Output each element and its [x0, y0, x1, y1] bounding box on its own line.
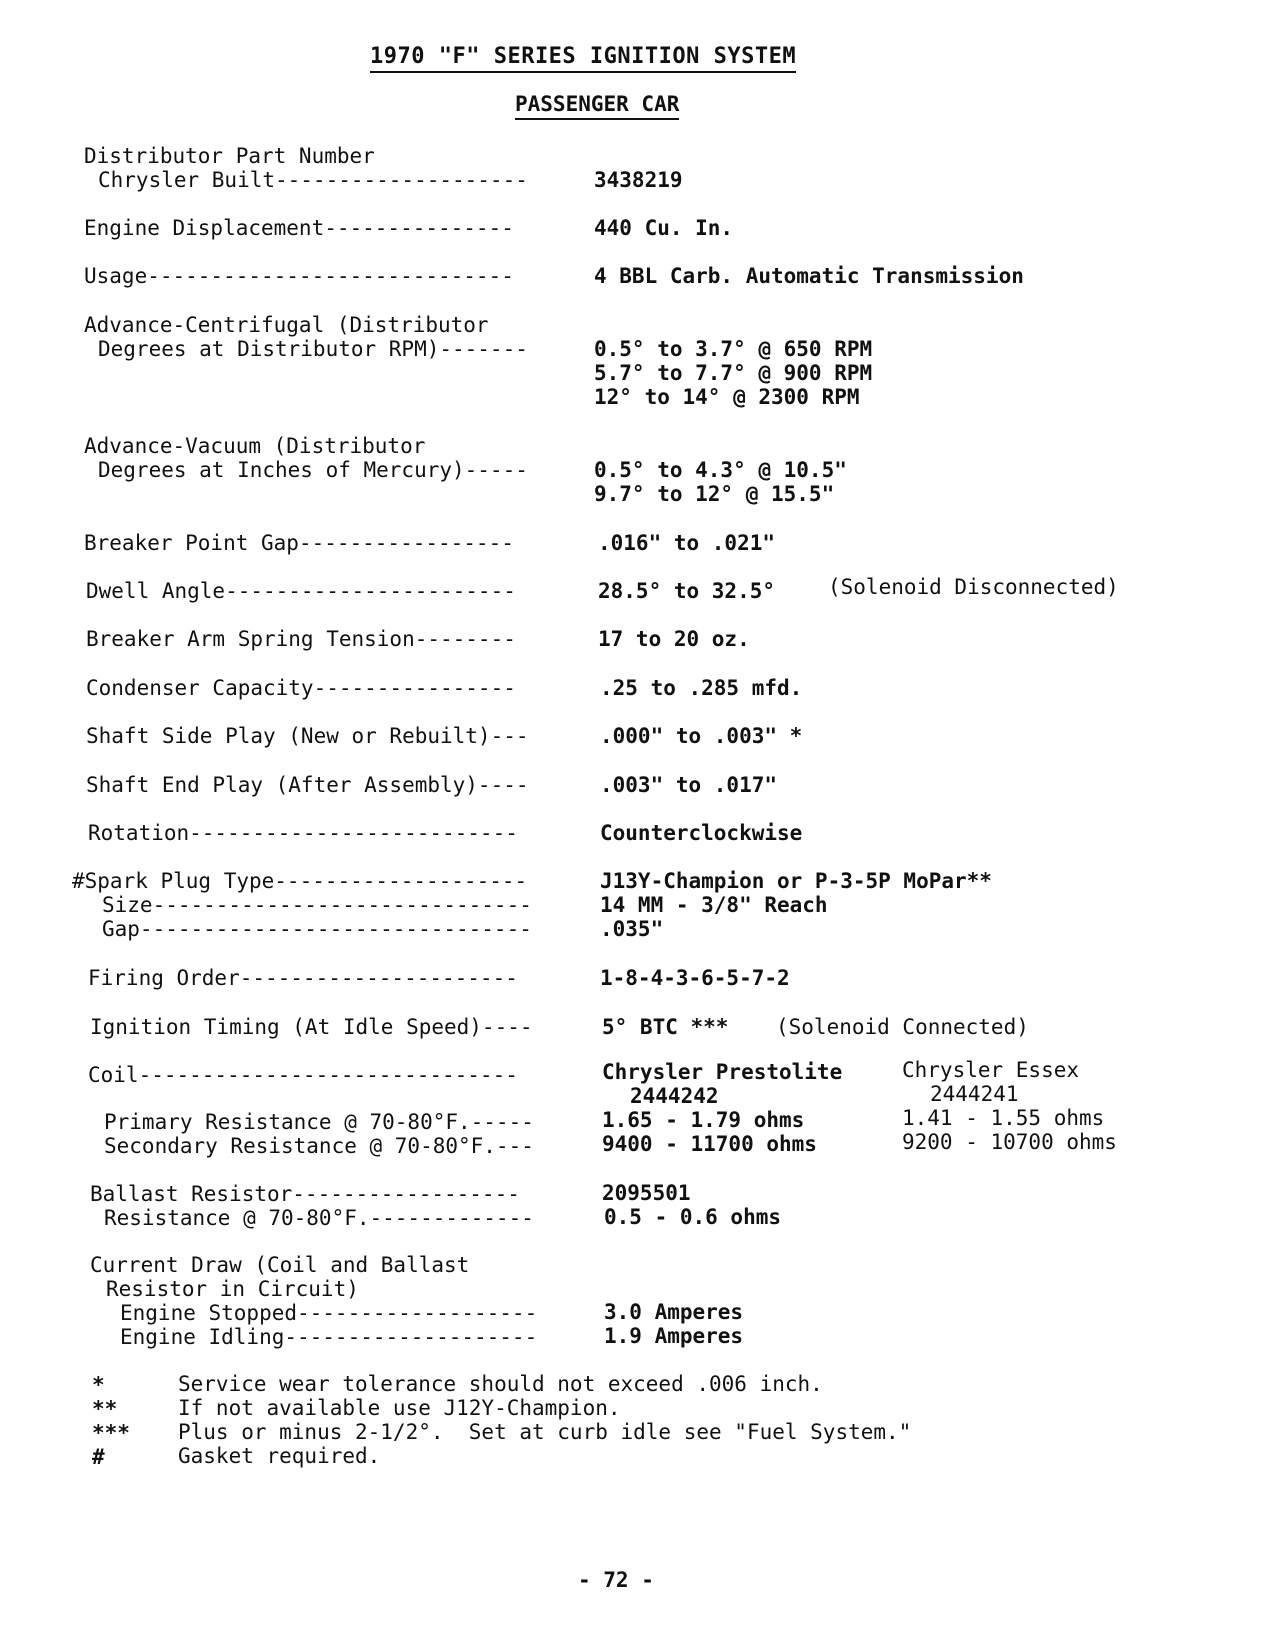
spec-condenser-label: Condenser Capacity----------------: [86, 676, 516, 700]
note-text-4: Gasket required.: [178, 1444, 381, 1468]
page-number: - 72 -: [578, 1568, 654, 1592]
spec-plug-type-value: J13Y-Champion or P-3-5P MoPar**: [600, 869, 992, 893]
note-mark-4: #: [92, 1445, 105, 1469]
spec-firing-label: Firing Order----------------------: [88, 966, 518, 990]
spec-primary-label: Primary Resistance @ 70-80°F.-----: [104, 1110, 534, 1134]
spec-adv-cent-value-3: 12° to 14° @ 2300 RPM: [594, 385, 860, 409]
spec-ballast-label: Ballast Resistor------------------: [90, 1182, 520, 1206]
spec-coil-col2-name: Chrysler Essex: [902, 1058, 1080, 1082]
spec-spring-value: 17 to 20 oz.: [598, 627, 750, 651]
spec-adv-cent-value-2: 5.7° to 7.7° @ 900 RPM: [594, 361, 873, 385]
spec-distributor-heading: Distributor Part Number: [84, 144, 375, 168]
spec-stopped-label: Engine Stopped-------------------: [120, 1301, 538, 1325]
spec-primary-col2: 1.41 - 1.55 ohms: [902, 1106, 1105, 1130]
spec-stopped-value: 3.0 Amperes: [604, 1300, 744, 1324]
note-mark-2: **: [92, 1397, 118, 1421]
note-text-2: If not available use J12Y-Champion.: [178, 1396, 621, 1420]
spec-plug-size-label: Size------------------------------: [102, 893, 532, 917]
spec-plug-gap-value: .035": [600, 917, 664, 941]
spec-secondary-label: Secondary Resistance @ 70-80°F.---: [104, 1134, 534, 1158]
spec-usage-value: 4 BBL Carb. Automatic Transmission: [594, 264, 1024, 288]
spec-dwell-value: 28.5° to 32.5°: [598, 579, 776, 603]
spec-point-gap-label: Breaker Point Gap-----------------: [84, 531, 514, 555]
spec-timing-note: (Solenoid Connected): [776, 1015, 1029, 1039]
spec-rotation-label: Rotation--------------------------: [88, 821, 518, 845]
spec-usage-label: Usage-----------------------------: [84, 264, 514, 288]
spec-end-play-label: Shaft End Play (After Assembly)----: [86, 773, 529, 797]
spec-current-heading-2: Resistor in Circuit): [106, 1277, 359, 1301]
note-mark-1: *: [92, 1373, 105, 1397]
spec-plug-size-value: 14 MM - 3/8" Reach: [600, 893, 828, 917]
spec-plug-type-label: #Spark Plug Type--------------------: [72, 869, 528, 893]
spec-adv-vac-value-2: 9.7° to 12° @ 15.5": [594, 482, 835, 506]
note-text-3: Plus or minus 2-1/2°. Set at curb idle see "Fuel System.": [178, 1420, 912, 1444]
spec-plug-gap-label: Gap-------------------------------: [102, 917, 532, 941]
spec-distributor-label: Chrysler Built--------------------: [98, 168, 528, 192]
spec-firing-value: 1-8-4-3-6-5-7-2: [600, 966, 790, 990]
spec-side-play-label: Shaft Side Play (New or Rebuilt)---: [86, 724, 529, 748]
spec-rotation-value: Counterclockwise: [600, 821, 803, 845]
spec-spring-label: Breaker Arm Spring Tension--------: [86, 627, 516, 651]
spec-current-heading-1: Current Draw (Coil and Ballast: [90, 1253, 470, 1277]
spec-distributor-value: 3438219: [594, 168, 683, 192]
spec-secondary-col1: 9400 - 11700 ohms: [602, 1132, 817, 1156]
spec-side-play-value: .000" to .003" *: [600, 724, 803, 748]
spec-dwell-note: (Solenoid Disconnected): [828, 575, 1119, 599]
spec-displacement-value: 440 Cu. In.: [594, 216, 734, 240]
page-title: 1970 "F" SERIES IGNITION SYSTEM: [370, 44, 796, 73]
spec-coil-label: Coil------------------------------: [88, 1063, 518, 1087]
note-text-1: Service wear tolerance should not exceed .006 inch.: [178, 1372, 823, 1396]
spec-adv-cent-value-1: 0.5° to 3.7° @ 650 RPM: [594, 337, 873, 361]
spec-timing-label: Ignition Timing (At Idle Speed)----: [90, 1015, 533, 1039]
spec-point-gap-value: .016" to .021": [598, 531, 776, 555]
spec-secondary-col2: 9200 - 10700 ohms: [902, 1130, 1117, 1154]
spec-timing-value: 5° BTC ***: [602, 1015, 729, 1039]
note-mark-3: ***: [92, 1421, 130, 1445]
spec-adv-vac-label: Degrees at Inches of Mercury)-----: [98, 458, 528, 482]
spec-adv-cent-heading: Advance-Centrifugal (Distributor: [84, 313, 489, 337]
spec-adv-vac-value-1: 0.5° to 4.3° @ 10.5": [594, 458, 847, 482]
spec-adv-vac-heading: Advance-Vacuum (Distributor: [84, 434, 426, 458]
page-subtitle: PASSENGER CAR: [515, 92, 679, 120]
spec-adv-cent-label: Degrees at Distributor RPM)-------: [98, 337, 528, 361]
spec-condenser-value: .25 to .285 mfd.: [600, 676, 803, 700]
spec-primary-col1: 1.65 - 1.79 ohms: [602, 1108, 805, 1132]
spec-coil-col1-name: Chrysler Prestolite: [602, 1060, 843, 1084]
spec-end-play-value: .003" to .017": [600, 773, 778, 797]
spec-ballast-value: 2095501: [602, 1181, 691, 1205]
spec-ballast-res-label: Resistance @ 70-80°F.-------------: [104, 1206, 534, 1230]
spec-idling-value: 1.9 Amperes: [604, 1324, 744, 1348]
spec-coil-col1-part: 2444242: [630, 1084, 719, 1108]
spec-displacement-label: Engine Displacement---------------: [84, 216, 514, 240]
spec-dwell-label: Dwell Angle-----------------------: [86, 579, 516, 603]
spec-ballast-res-value: 0.5 - 0.6 ohms: [604, 1205, 782, 1229]
spec-idling-label: Engine Idling--------------------: [120, 1325, 538, 1349]
spec-coil-col2-part: 2444241: [930, 1082, 1019, 1106]
